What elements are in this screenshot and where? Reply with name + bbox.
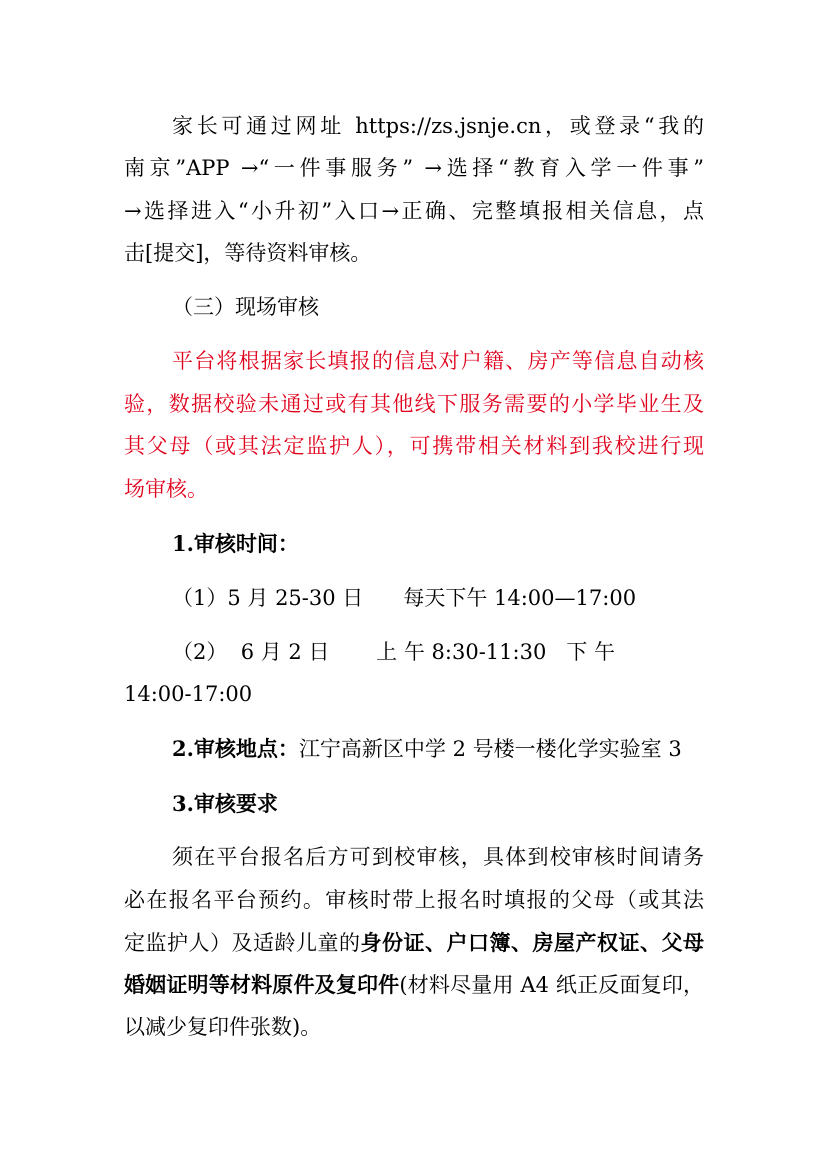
subheading-time: 1.审核时间： [172, 531, 299, 556]
paragraph-line: 须在平台报名后方可到校审核，具体到校审核时间请务 [172, 845, 704, 869]
paragraph-line [124, 932, 704, 954]
paragraph-line [124, 974, 704, 996]
paragraph-line: 南京”APP →“一件事服务” →选择“教育入学一件事” [124, 156, 704, 180]
schedule-line-2: （2） 6 月 2 日 上 午 8:30-11:30 下 午 [172, 640, 616, 664]
paragraph-line-red: 平台将根据家长填报的信息对户籍、房产等信息自动核 [172, 349, 704, 373]
paragraph-line: 击[提交]，等待资料审核。 [124, 241, 372, 265]
paragraph-line: 以减少复印件张数)。 [124, 1015, 322, 1039]
req-plain-text: 定监护人）及适龄儿童的 [124, 931, 361, 955]
location-line [172, 738, 704, 760]
paragraph-line-red: 验，数据校验未通过或有其他线下服务需要的小学毕业生及 [124, 392, 704, 416]
paragraph-line-red: 场审核。 [124, 477, 208, 501]
paragraph-line: 家长可通过网址 https://zs.jsnje.cn，或登录“我的 [172, 114, 704, 138]
location-value: 江宁高新区中学 2 号楼一楼化学实验室 3 [298, 737, 682, 761]
req-bold-text: 婚姻证明等材料原件及复印件 [124, 972, 400, 997]
req-plain-text: (材料尽量用 A4 纸正反面复印， [399, 973, 704, 997]
paragraph-line-red: 其父母（或其法定监护人），可携带相关材料到我校进行现 [124, 434, 704, 458]
location-label: 2.审核地点： [172, 736, 299, 761]
req-bold-text: 身份证、户口簿、房屋产权证、父母 [360, 930, 704, 955]
paragraph-line: 必在报名平台预约。审核时带上报名时填报的父母（或其法 [124, 888, 704, 912]
schedule-line-2-cont: 14:00-17:00 [124, 682, 253, 706]
paragraph-line: →选择进入“小升初”入口→正确、完整填报相关信息，点 [124, 199, 704, 223]
section-heading: （三）现场审核 [172, 295, 319, 319]
subheading-requirements: 3.审核要求 [172, 791, 278, 816]
schedule-line-1: （1）5 月 25-30 日 每天下午 14:00—17:00 [172, 586, 637, 610]
